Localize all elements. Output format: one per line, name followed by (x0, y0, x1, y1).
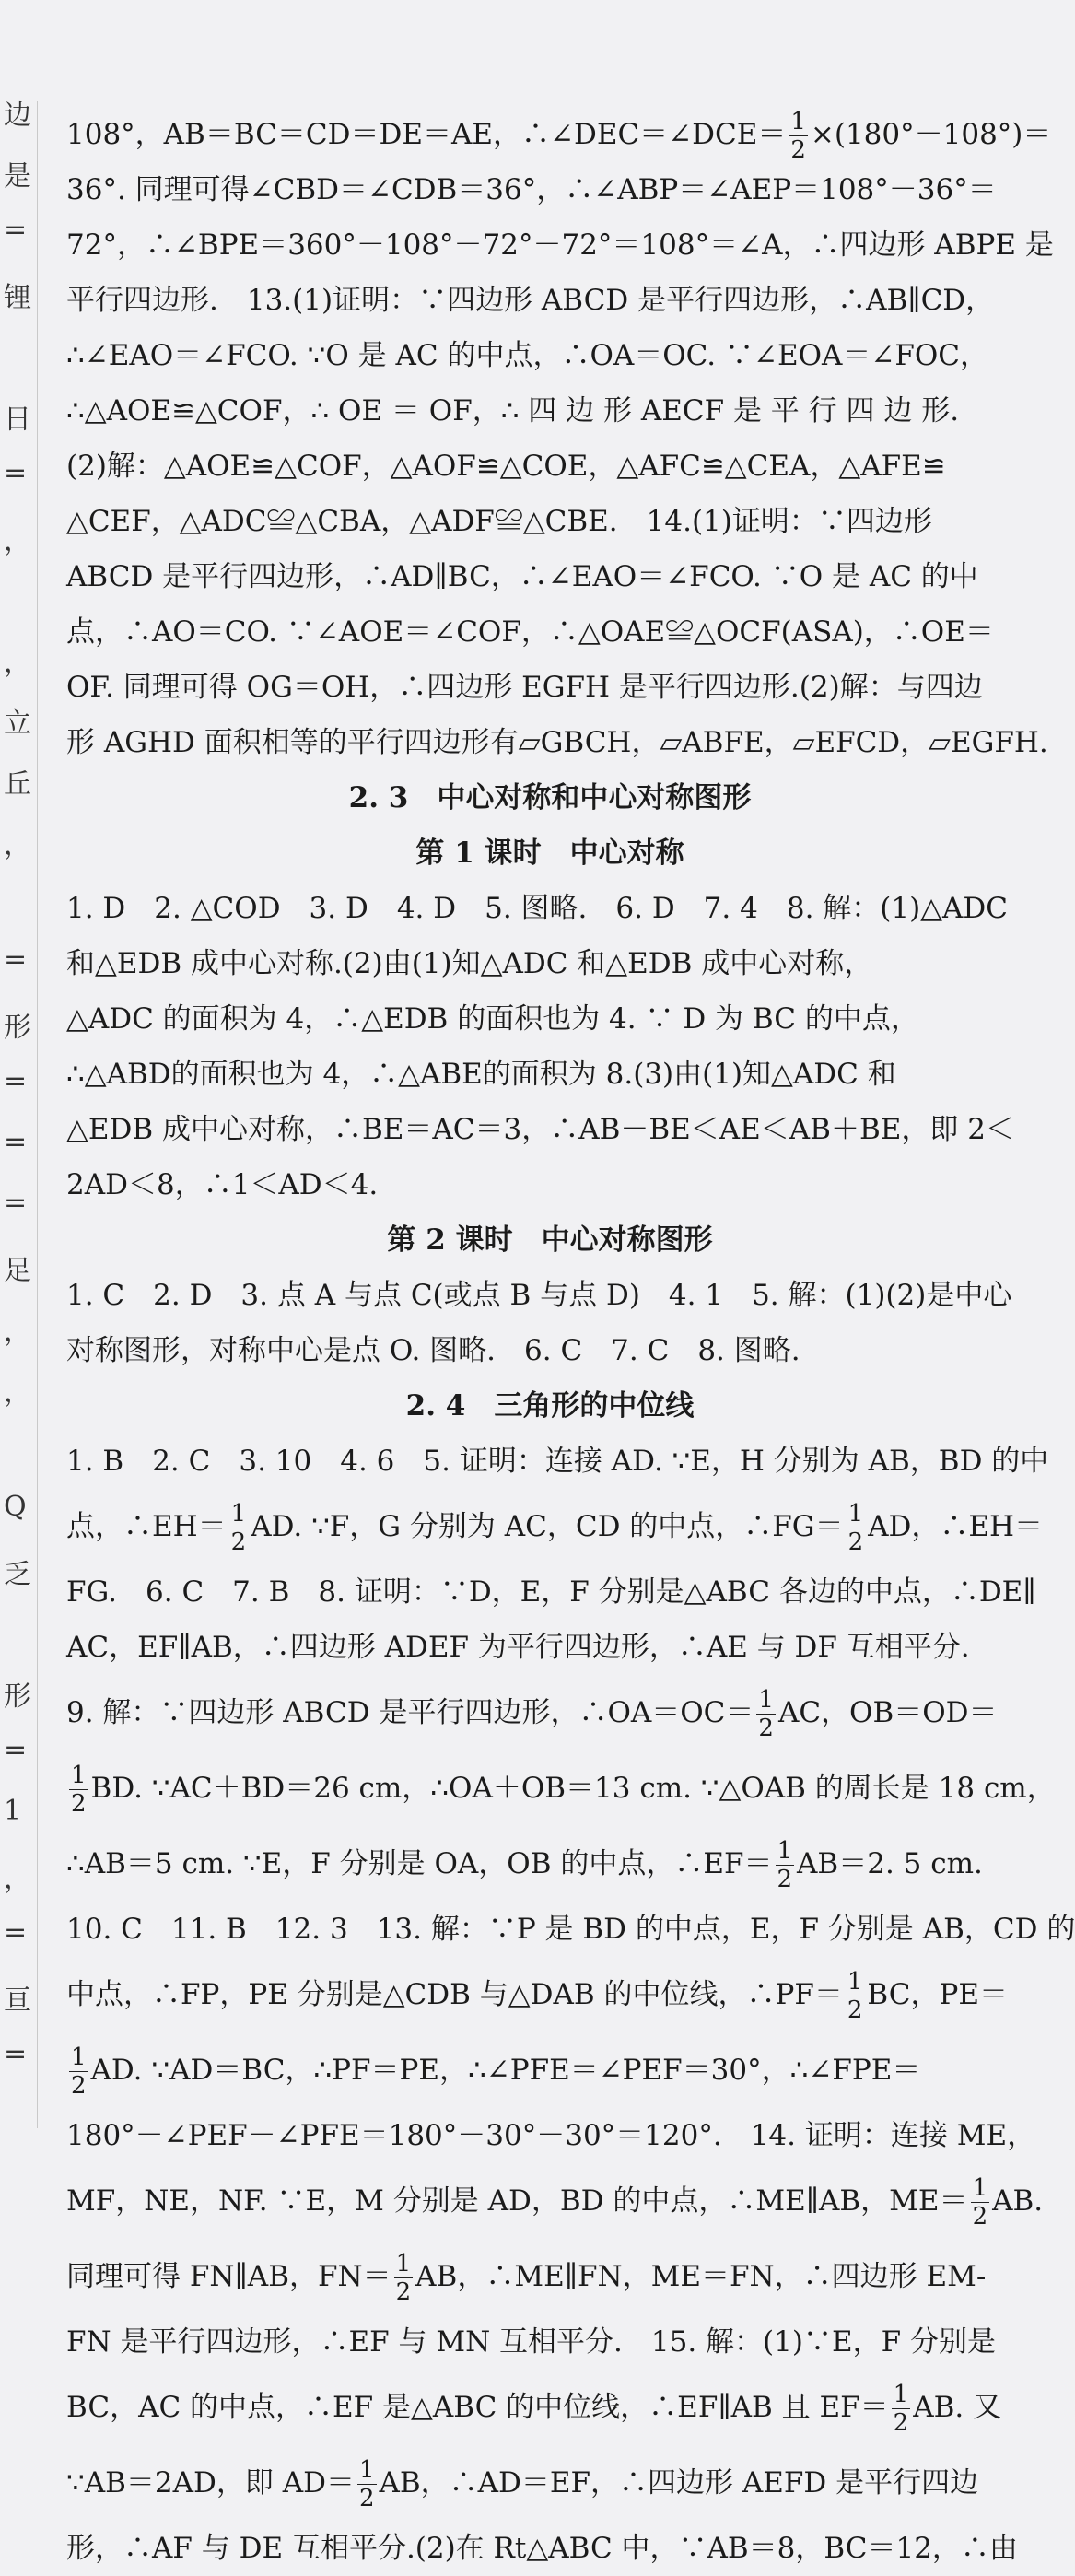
gutter-mark: 锂 (4, 282, 31, 314)
fraction-denominator: 2 (71, 1790, 87, 1818)
answer-line: △EDB 成中心对称，∴BE＝AC＝3，∴AB－BE＜AE＜AB＋BE，即 2＜ (66, 1113, 1014, 1146)
answer-line: OF. 同理可得 OG＝OH，∴四边形 EGFH 是平行四边形.(2)解：与四边 (66, 671, 983, 704)
answer-line (66, 2032, 1034, 2108)
gutter-mark: Q (4, 1491, 27, 1523)
fraction-denominator: 2 (358, 2485, 375, 2512)
answer-line: 对称图形，对称中心是点 O. 图略. 6. C 7. C 8. 图略. (66, 1334, 800, 1367)
answer-line: ∴△AOE≌△COF，∴ OE ＝ OF，∴ 四 边 形 AECF 是 平 行 四 边 形. (66, 394, 960, 427)
answer-text-segment: BD. ∵AC＋BD＝26 cm，∴OA＋OB＝13 cm. ∵△OAB 的周长是 18 cm， (90, 1772, 1056, 1805)
gutter-mark: = (4, 1734, 28, 1766)
fraction (357, 2456, 377, 2512)
gutter-mark: 亘 (4, 1985, 31, 2017)
answer-line: FN 是平行四边形，∴EF 与 MN 互相平分. 15. 解：(1)∵E，F 分别是 (66, 2325, 996, 2359)
answer-line (66, 1675, 1034, 1751)
gutter-mark: ， (4, 1376, 31, 1409)
answer-line: 和△EDB 成中心对称.(2)由(1)知△ADC 和△EDB 成中心对称， (66, 947, 873, 980)
answer-text-segment: 9. 解：∵四边形 ABCD 是平行四边形，∴OA＝OC＝ (66, 1696, 754, 1729)
gutter-mark: 形 (4, 1012, 31, 1044)
gutter-mark: ， (4, 525, 31, 557)
gutter-mark: 是 (4, 160, 31, 193)
fraction-numerator: 1 (893, 2381, 909, 2408)
answer-line (66, 2370, 1034, 2445)
answer-line: 平行四边形. 13.(1)证明：∵四边形 ABCD 是平行四边形，∴AB∥CD， (66, 284, 995, 317)
gutter-mark: = (4, 1916, 28, 1949)
answer-text-segment: AD. ∵F，G 分别为 AC，CD 的中点，∴FG＝ (251, 1510, 844, 1543)
fraction-numerator: 1 (395, 2250, 412, 2277)
gutter-mark: ， (4, 1316, 31, 1348)
answer-text-segment: AB. 又 (913, 2391, 1002, 2424)
fraction (69, 2043, 88, 2100)
fraction (789, 108, 808, 164)
answer-line: 2AD＜8，∴1＜AD＜4. (66, 1168, 379, 1201)
answer-line (66, 1826, 1034, 1902)
answer-text-segment: 同理可得 FN∥AB，FN＝ (66, 2260, 391, 2293)
fraction (69, 1762, 88, 1818)
fraction (892, 2381, 911, 2437)
fraction-denominator: 2 (847, 1528, 864, 1556)
answer-text-segment: AB. (992, 2184, 1044, 2218)
gutter-mark: 1 (4, 1795, 22, 1827)
column-divider (37, 101, 38, 2128)
gutter-mark: 立 (4, 708, 31, 740)
answer-text-segment: 中点，∴FP，PE 分别是△CDB 与△DAB 的中位线，∴PF＝ (66, 1978, 843, 2011)
gutter-mark: = (4, 1187, 28, 1219)
answer-line: FG. 6. C 7. B 8. 证明：∵D，E，F 分别是△ABC 各边的中点，∴DE∥ (66, 1575, 1036, 1609)
answer-line (66, 2163, 1044, 2239)
answer-text-segment: BC，AC 的中点，∴EF 是△ABC 的中位线，∴EF∥AB 且 EF＝ (66, 2391, 889, 2424)
answer-text-segment: 108°，AB＝BC＝CD＝DE＝AE，∴∠DEC＝∠DCE＝ (66, 118, 787, 151)
fraction-denominator: 2 (758, 1715, 774, 1742)
answer-line (66, 2445, 1034, 2521)
fraction-numerator: 1 (847, 1968, 863, 1996)
answer-line: 72°，∴∠BPE＝360°－108°－72°－72°＝108°＝∠A，∴四边形 ABPE 是 (66, 228, 1054, 262)
answer-text-segment: AB，∴AD＝EF，∴四边形 AEFD 是平行四边 (379, 2466, 979, 2500)
answer-line (66, 1489, 1044, 1564)
answer-line: △ADC 的面积为 4，∴△EDB 的面积也为 4. ∵ D 为 BC 的中点， (66, 1002, 919, 1036)
fraction-numerator: 1 (758, 1686, 774, 1714)
answer-text-segment: MF，NE，NF. ∵E，M 分别是 AD，BD 的中点，∴ME∥AB，ME＝ (66, 2184, 968, 2218)
answer-line: △CEF，△ADC≌△CBA，△ADF≌△CBE. 14.(1)证明：∵四边形 (66, 505, 932, 538)
section-heading: 2. 4 三角形的中位线 (405, 1389, 695, 1423)
gutter-mark: ， (4, 829, 31, 861)
section-heading: 2. 3 中心对称和中心对称图形 (348, 781, 752, 814)
answer-text-segment: 点，∴EH＝ (66, 1510, 227, 1543)
answer-line: 形 AGHD 面积相等的平行四边形有▱GBCH，▱ABFE，▱EFCD，▱EGFH. (66, 726, 1048, 759)
gutter-mark: = (4, 214, 28, 246)
answer-text-segment: ×(180°－108°)＝ (810, 118, 1052, 151)
fraction-numerator: 1 (847, 1500, 864, 1528)
answer-text-column (66, 107, 1075, 2576)
answer-text-segment: ∴AB＝5 cm. ∵E，F 分别是 OA，OB 的中点，∴EF＝ (66, 1847, 773, 1880)
section-heading: 第 2 课时 中心对称图形 (387, 1224, 713, 1257)
gutter-mark: = (4, 1065, 28, 1097)
fraction-denominator: 2 (847, 1996, 863, 2024)
fraction (776, 1837, 795, 1893)
answer-text-segment: AB，∴ME∥FN，ME＝FN，∴四边形 EM- (415, 2260, 987, 2293)
fraction-numerator: 1 (777, 1837, 793, 1865)
answer-text-segment: AD. ∵AD＝BC，∴PF＝PE，∴∠PFE＝∠PEF＝30°，∴∠FPE＝ (90, 2054, 921, 2087)
answer-line (66, 1957, 1034, 2032)
fraction (756, 1686, 776, 1742)
answer-text-segment: ∵AB＝2AD，即 AD＝ (66, 2466, 355, 2500)
fraction (846, 1968, 865, 2024)
gutter-mark: 形 (4, 1680, 31, 1713)
fraction-numerator: 1 (358, 2456, 375, 2484)
answer-line: 形，∴AF 与 DE 互相平分.(2)在 Rt△ABC 中，∵AB＝8，BC＝12，∴由 (66, 2532, 1018, 2565)
answer-line: 1. B 2. C 3. 10 4. 6 5. 证明：连接 AD. ∵E，H 分别为 AB，BD 的中 (66, 1445, 1049, 1478)
gutter-mark: 丘 (4, 768, 31, 801)
answer-line: ABCD 是平行四边形，∴AD∥BC，∴∠EAO＝∠FCO. ∵O 是 AC 的中 (66, 560, 978, 593)
fraction-denominator: 2 (230, 1528, 247, 1556)
answer-line: 1. D 2. △COD 3. D 4. D 5. 图略. 6. D 7. 4 8. 解：(1)△ADC (66, 892, 1008, 925)
fraction-numerator: 1 (972, 2174, 988, 2202)
fraction-numerator: 1 (71, 2043, 87, 2071)
gutter-mark: 日 (4, 404, 31, 436)
fraction (229, 1500, 249, 1556)
answer-text-segment: AB＝2. 5 cm. (797, 1847, 983, 1880)
answer-line: 180°－∠PEF－∠PFE＝180°－30°－30°＝120°. 14. 证明：连接 ME， (66, 2119, 1036, 2152)
gutter-mark: = (4, 943, 28, 976)
section-heading: 第 1 课时 中心对称 (415, 837, 684, 870)
gutter-mark: = (4, 457, 28, 489)
answer-line: ∴△ABD的面积也为 4，∴△ABE的面积为 8.(3)由(1)知△ADC 和 (66, 1058, 896, 1091)
answer-line: 1. C 2. D 3. 点 A 与点 C(或点 B 与点 D) 4. 1 5. 解：(1)(2)是中心 (66, 1279, 1012, 1312)
fraction-denominator: 2 (777, 1866, 793, 1893)
gutter-mark: 边 (4, 100, 31, 132)
gutter-mark: 乏 (4, 1559, 31, 1591)
answer-line (66, 1751, 1056, 1826)
left-gutter-marks (0, 92, 35, 2101)
fraction (847, 1500, 866, 1556)
answer-text-segment: BC，PE＝ (867, 1978, 1008, 2011)
answer-line (66, 107, 1052, 164)
fraction-numerator: 1 (790, 108, 806, 135)
fraction-denominator: 2 (893, 2409, 909, 2437)
gutter-mark: 足 (4, 1255, 31, 1287)
gutter-mark: ， (4, 647, 31, 679)
answer-line (66, 2239, 1034, 2314)
fraction (971, 2174, 990, 2231)
answer-line: (2)解：△AOE≌△COF，△AOF≌△COE，△AFC≌△CEA，△AFE≌ (66, 450, 946, 483)
fraction-numerator: 1 (230, 1500, 247, 1528)
answer-line: 点，∴AO＝CO. ∵∠AOE＝∠COF，∴△OAE≌△OCF(ASA)，∴OE＝ (66, 615, 994, 649)
gutter-mark: = (4, 1126, 28, 1158)
gutter-mark: = (4, 2038, 28, 2070)
gutter-mark: ， (4, 1863, 31, 1895)
answer-text-segment: AC，OB＝OD＝ (777, 1696, 998, 1729)
answer-line: ∴∠EAO＝∠FCO. ∵O 是 AC 的中点，∴OA＝OC. ∵∠EOA＝∠FOC， (66, 339, 989, 372)
answer-line: 36°. 同理可得∠CBD＝∠CDB＝36°，∴∠ABP＝∠AEP＝108°－36°＝ (66, 173, 997, 206)
fraction-denominator: 2 (790, 136, 806, 164)
fraction-denominator: 2 (395, 2278, 412, 2306)
fraction-denominator: 2 (71, 2072, 87, 2100)
fraction-numerator: 1 (71, 1762, 87, 1789)
fraction (394, 2250, 414, 2306)
answer-text-segment: AD，∴EH＝ (868, 1510, 1044, 1543)
answer-line: 10. C 11. B 12. 3 13. 解：∵P 是 BD 的中点，E，F 分别是 AB，CD 的 (66, 1913, 1075, 1946)
answer-line: AC，EF∥AB，∴四边形 ADEF 为平行四边形，∴AE 与 DF 互相平分. (66, 1631, 970, 1664)
fraction-denominator: 2 (972, 2203, 988, 2231)
